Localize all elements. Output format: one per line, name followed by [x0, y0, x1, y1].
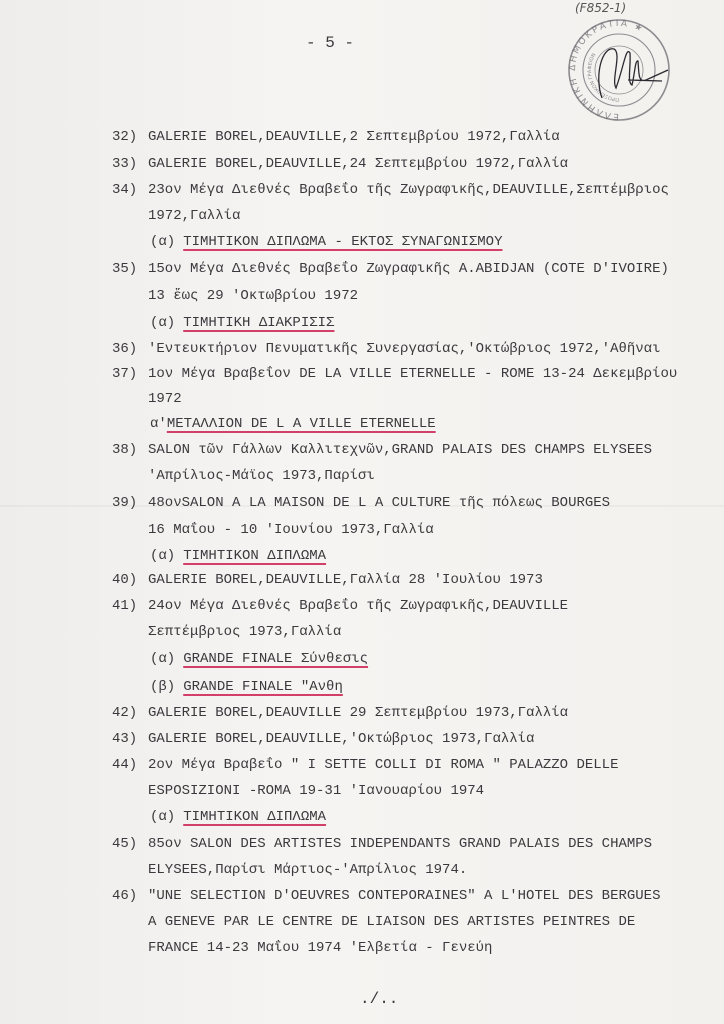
list-entry — [112, 441, 712, 459]
entry-number: 36) — [112, 341, 138, 357]
award-line — [112, 808, 712, 826]
list-entry — [112, 181, 712, 199]
entry-text: 16 Μαΐου - 10 'Ιουνίου 1973,Γαλλία — [148, 522, 434, 538]
entry-continuation — [112, 467, 712, 485]
award-marker: (α) — [150, 651, 176, 667]
entry-text: 24ον Μέγα Διεθνές Βραβεΐο τῆς Ζωγραφικῆς,DEAUVILLE — [148, 598, 569, 614]
entry-text: 48ονSALON A LA MAISON DE L A CULTURE τῆς πόλεως BOURGES — [148, 495, 611, 511]
award-marker: (α) — [150, 809, 176, 825]
list-entry — [112, 128, 712, 146]
award-title: GRANDE FINALE Σύνθεσις — [183, 651, 369, 667]
entry-number: 39) — [112, 495, 138, 511]
entry-text: 2ον Μέγα Βραβεΐο " I SETTE COLLI DI ROMA " PALAZZO DELLE — [148, 757, 619, 773]
entry-text: ESPOSIZIONI -ROMA 19-31 'Ιανουαρίου 1974 — [148, 783, 485, 799]
entry-text: SALON τῶν Γάλλων Καλλιτεχνῶν,GRAND PALAIS DES CHAMPS ELYSEES — [148, 442, 653, 458]
list-entry — [112, 571, 712, 589]
list-entry — [112, 494, 712, 512]
entry-number: 33) — [112, 156, 138, 172]
entry-continuation — [112, 390, 712, 408]
entry-continuation — [112, 521, 712, 539]
award-title: ΤΙΜΗΤΙΚΟΝ ΔΙΠΛΩΜΑ — [183, 548, 327, 564]
handwritten-reference: (F852-1) — [575, 1, 627, 15]
award-marker: (α) — [150, 548, 176, 564]
entry-text: Σεπτέμβριος 1973,Γαλλία — [148, 624, 342, 640]
entry-continuation — [112, 939, 712, 957]
list-entry — [112, 887, 712, 905]
award-line — [112, 547, 712, 565]
entry-text: A GENEVE PAR LE CENTRE DE LIAISON DES ARTISTES PEINTRES DE — [148, 914, 636, 930]
entry-text: ELYSEES,Παρίσι Μάρτιος-'Απρίλιος 1974. — [148, 862, 468, 878]
svg-text:ΕΛΛΗΝΙΚΗ ΔΗΜΟΚΡΑΤΙΑ ★: ΕΛΛΗΝΙΚΗ ΔΗΜΟΚΡΑΤΙΑ ★ — [567, 18, 646, 122]
award-line — [112, 678, 712, 696]
award-marker: α' — [150, 416, 167, 432]
award-title: ΜΕΤΑΛΛΙΟΝ DE L A VILLE ETERNELLE — [166, 416, 436, 432]
list-entry — [112, 340, 712, 358]
award-line — [112, 233, 712, 251]
entry-number: 34) — [112, 182, 138, 198]
entry-text: GALERIE BOREL,DEAUVILLE,24 Σεπτεμβρίου 1972,Γαλλία — [148, 156, 569, 172]
list-entry — [112, 155, 712, 173]
award-line — [112, 415, 712, 433]
entry-continuation — [112, 623, 712, 641]
entry-number: 38) — [112, 442, 138, 458]
entry-text: 1972 — [148, 391, 182, 407]
list-entry — [112, 730, 712, 748]
entry-number: 42) — [112, 705, 138, 721]
entry-continuation — [112, 287, 712, 305]
entry-continuation — [112, 861, 712, 879]
entry-number: 32) — [112, 129, 138, 145]
entry-text: GALERIE BOREL,DEAUVILLE 29 Σεπτεμβρίου 1973,Γαλλία — [148, 705, 569, 721]
entry-number: 40) — [112, 572, 138, 588]
signature — [599, 49, 668, 98]
entry-text: 1972,Γαλλία — [148, 208, 241, 224]
list-entry — [112, 260, 712, 278]
entry-number: 35) — [112, 261, 138, 277]
award-title: ΤΙΜΗΤΙΚΗ ΔΙΑΚΡΙΣΙΣ — [183, 315, 335, 331]
entry-number: 37) — [112, 366, 138, 382]
entry-text: 'Απρίλιος-Μάϊος 1973,Παρίσι — [148, 468, 375, 484]
entry-continuation — [112, 913, 712, 931]
entry-text: 23ον Μέγα Διεθνές Βραβεΐο τῆς Ζωγραφικῆς,DEAUVILLE,Σεπτέμβριος — [148, 182, 669, 198]
entry-text: GALERIE BOREL,DEAUVILLE,'Οκτώβριος 1973,Γαλλία — [148, 731, 535, 747]
entry-text: 15ον Μέγα Διεθνές Βραβεΐο Ζωγραφικῆς A.ABIDJAN (COTE D'IVOIRE) — [148, 261, 669, 277]
entry-text: GALERIE BOREL,DEAUVILLE,2 Σεπτεμβρίου 1972,Γαλλία — [148, 129, 560, 145]
entry-text: 85ον SALON DES ARTISTES INDEPENDANTS GRAND PALAIS DES CHAMPS — [148, 836, 653, 852]
svg-text:ΠΡΟΞΕΝΙΚΟΝ ΓΡΑΦΕΙΟΝ: ΠΡΟΞΕΝΙΚΟΝ ΓΡΑΦΕΙΟΝ — [586, 52, 620, 103]
list-entry — [112, 704, 712, 722]
consulate-stamp — [564, 18, 674, 122]
award-marker: (α) — [150, 234, 176, 250]
page-number: - 5 - — [306, 34, 355, 52]
list-entry — [112, 835, 712, 853]
award-marker: (α) — [150, 315, 176, 331]
entry-text: GALERIE BOREL,DEAUVILLE,Γαλλία 28 'Ιουλίου 1973 — [148, 572, 543, 588]
entry-text: 'Εντευκτήριον Πενυματικῆς Συνεργασίας,'Οκτώβριος 1972,'Αθῆναι — [148, 341, 661, 357]
award-title: GRANDE FINALE "Ανθη — [183, 679, 343, 695]
award-line — [112, 314, 712, 332]
award-title: ΤΙΜΗΤΙΚΟΝ ΔΙΠΛΩΜΑ — [183, 809, 327, 825]
entry-number: 41) — [112, 598, 138, 614]
entry-text: 1ον Μέγα Βραβεΐον DE LA VILLE ETERNELLE - ROME 13-24 Δεκεμβρίου — [148, 366, 678, 382]
entry-number: 45) — [112, 836, 138, 852]
entry-text: 13 ἕως 29 'Οκτωβρίου 1972 — [148, 288, 359, 304]
award-marker: (β) — [150, 679, 176, 695]
award-title: ΤΙΜΗΤΙΚΟΝ ΔΙΠΛΩΜΑ - ΕΚΤΟΣ ΣΥΝΑΓΩΝΙΣΜΟΥ — [183, 234, 503, 250]
continuation-mark: ./.. — [360, 990, 399, 1008]
list-entry — [112, 756, 712, 774]
list-entry — [112, 597, 712, 615]
entry-number: 46) — [112, 888, 138, 904]
entry-text: FRANCE 14-23 Μαΐου 1974 'Ελβετία - Γενεύη — [148, 940, 493, 956]
award-line — [112, 650, 712, 668]
entry-number: 43) — [112, 731, 138, 747]
entry-number: 44) — [112, 757, 138, 773]
entry-text: "UNE SELECTION D'OEUVRES CONTEPORAINES" A L'HOTEL DES BERGUES — [148, 888, 661, 904]
entry-continuation — [112, 207, 712, 225]
list-entry — [112, 365, 712, 383]
entry-continuation — [112, 782, 712, 800]
